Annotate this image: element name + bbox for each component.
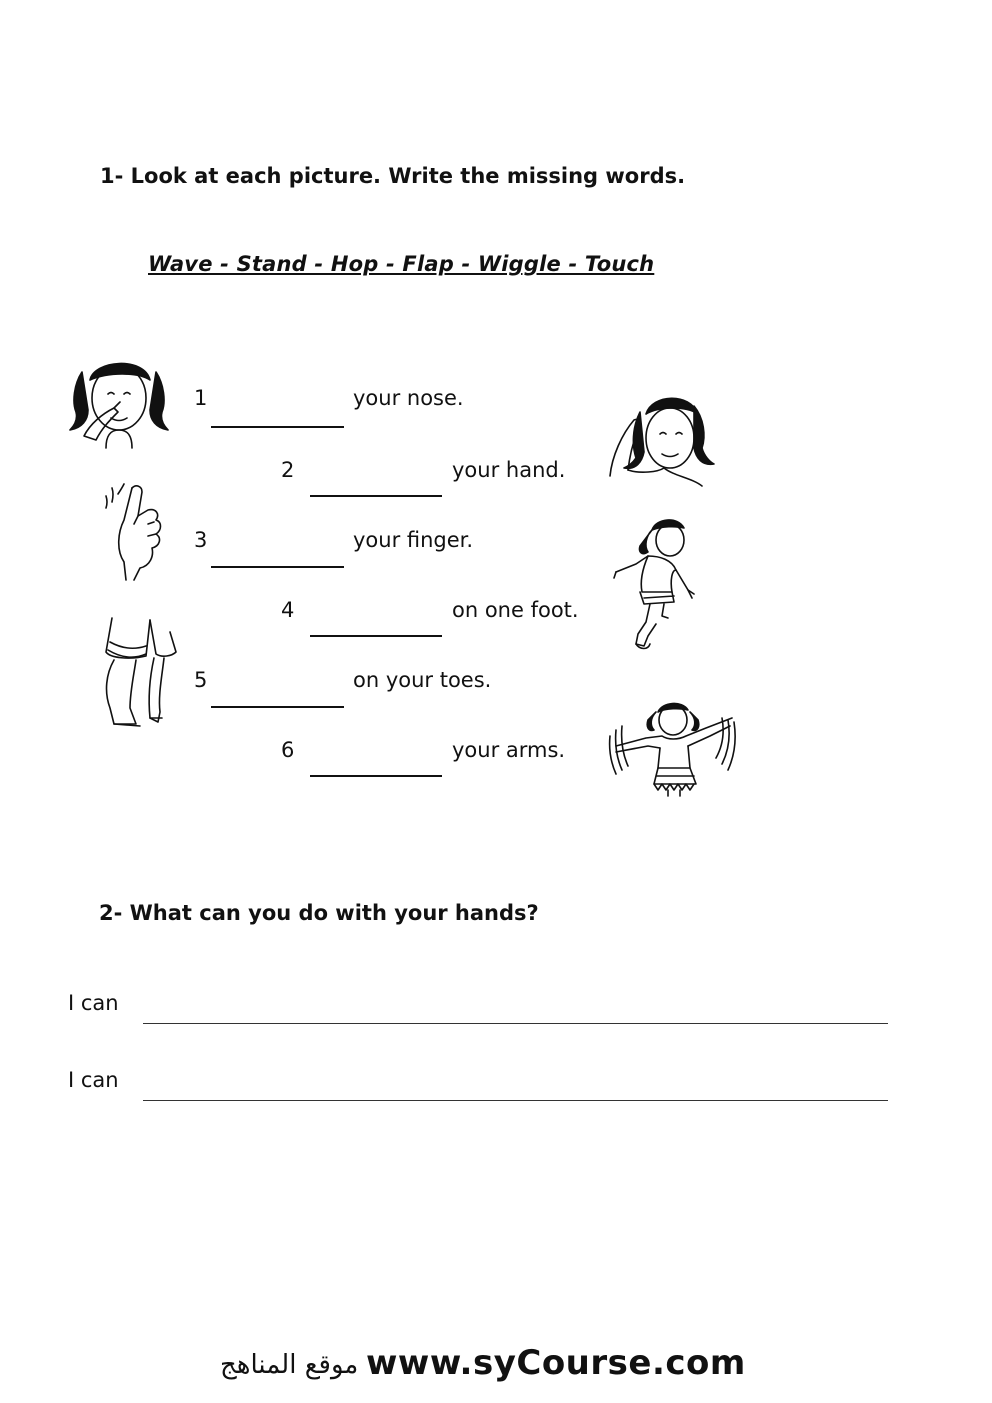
item-number: 1 (194, 386, 208, 410)
writing-line-1[interactable] (143, 1023, 888, 1024)
exercise-2-heading: 2- What can you do with your hands? (99, 901, 539, 925)
item-number: 3 (194, 528, 208, 552)
item-phrase: your arms. (452, 738, 566, 762)
item-phrase: on your toes. (353, 668, 492, 692)
item-number: 2 (281, 458, 295, 482)
girl-waving-hand-icon (606, 392, 718, 488)
item-number: 4 (281, 598, 295, 622)
girl-flapping-arms-icon (606, 700, 738, 796)
item-phrase: your hand. (452, 458, 566, 482)
standing-on-toes-icon (100, 612, 176, 728)
answer-blank-1[interactable] (211, 426, 344, 428)
writing-line-2[interactable] (143, 1100, 888, 1101)
exercise-1-heading: 1- Look at each picture. Write the missing words. (100, 164, 686, 188)
site-url[interactable]: www.syCourse.com (366, 1343, 746, 1383)
wiggling-finger-icon (104, 480, 166, 582)
item-number: 5 (194, 668, 208, 692)
answer-blank-2[interactable] (310, 495, 442, 497)
answer-blank-4[interactable] (310, 635, 442, 637)
answer-blank-6[interactable] (310, 775, 442, 777)
answer-blank-5[interactable] (211, 706, 344, 708)
item-number: 6 (281, 738, 295, 762)
item-phrase: your finger. (353, 528, 474, 552)
sentence-starter: I can (68, 1068, 119, 1092)
girl-touching-nose-icon (68, 350, 170, 448)
item-phrase: on one foot. (452, 598, 579, 622)
answer-blank-3[interactable] (211, 566, 344, 568)
site-name-arabic: موقع المناهج (220, 1350, 359, 1380)
sentence-starter: I can (68, 991, 119, 1015)
word-bank: Wave - Stand - Hop - Flap - Wiggle - Touch (148, 252, 655, 276)
item-phrase: your nose. (353, 386, 464, 410)
girl-hopping-icon (612, 516, 696, 652)
